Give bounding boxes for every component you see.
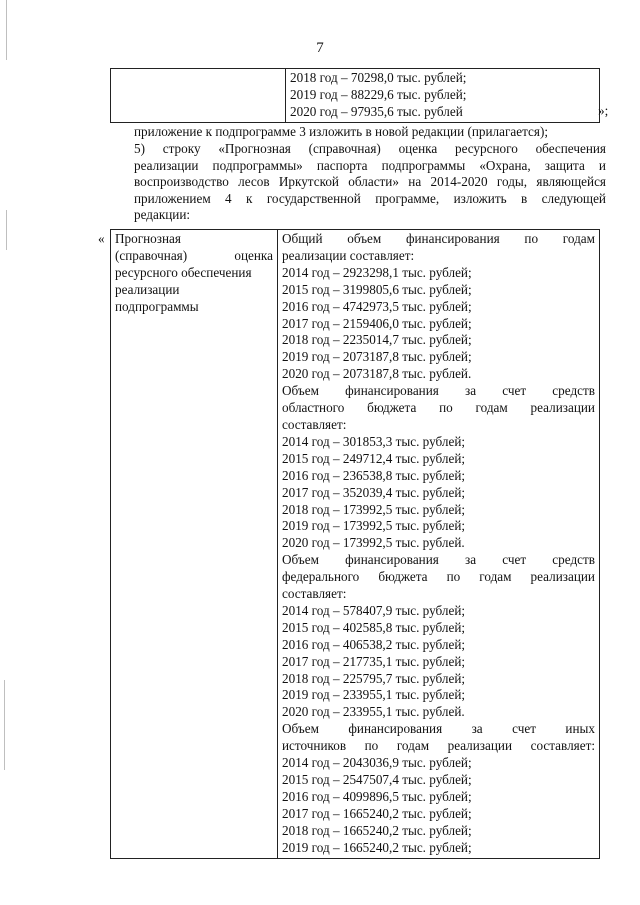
page-number: 7 — [316, 40, 324, 56]
row-label-line: Прогнозная — [115, 231, 181, 246]
row-label-line: реализации — [115, 281, 180, 297]
row-label-line: (справочная) оценка — [115, 247, 273, 263]
funding-values-cell — [286, 69, 600, 123]
funding-detail-line: 2020 год – 2073187,8 тыс. рублей. — [282, 366, 472, 382]
funding-detail-line: 2015 год – 249712,4 тыс. рублей; — [282, 450, 466, 466]
funding-continuation-table — [110, 68, 600, 123]
funding-detail-line: Объем финансирования за счет средств — [282, 383, 595, 399]
funding-detail-line: 2014 год – 2923298,1 тыс. рублей; — [282, 264, 472, 280]
funding-line: 2018 год – 70298,0 тыс. рублей; — [290, 70, 467, 85]
funding-detail-line: 2017 год – 352039,4 тыс. рублей; — [282, 484, 466, 500]
funding-detail-line: 2014 год – 2043036,9 тыс. рублей; — [282, 755, 472, 771]
funding-detail-line: 2016 год – 4742973,5 тыс. рублей; — [282, 298, 472, 314]
funding-detail-line: 2017 год – 217735,1 тыс. рублей; — [282, 653, 466, 669]
funding-detail-line: 2018 год – 173992,5 тыс. рублей; — [282, 501, 466, 517]
funding-line: 2020 год – 97935,6 тыс. рублей — [290, 103, 463, 119]
paragraph-item-5 — [110, 141, 606, 224]
funding-detail-line: 2018 год – 225795,7 тыс. рублей; — [282, 670, 466, 686]
funding-detail-line: Объем финансирования за счет средств — [282, 552, 595, 568]
funding-detail-line: 2018 год – 1665240,2 тыс. рублей; — [282, 822, 472, 838]
row-label-line: подпрограммы — [115, 298, 199, 314]
funding-detail-line: реализации составляет: — [282, 247, 415, 263]
funding-detail-line: составляет: — [282, 416, 347, 432]
funding-detail-line: 2016 год – 4099896,5 тыс. рублей; — [282, 788, 472, 804]
funding-detail-line: 2016 год – 406538,2 тыс. рублей; — [282, 636, 466, 652]
table-row — [111, 230, 600, 859]
closing-quote: »; — [598, 103, 609, 118]
funding-detail-line: Общий объем финансирования по годам — [282, 231, 595, 246]
row-label-cell — [111, 230, 278, 859]
paragraph-line: воспроизводство лесов Иркутской области» на 2014-2020 годы, являющейся — [134, 174, 606, 190]
funding-detail-line: 2019 год – 233955,1 тыс. рублей; — [282, 687, 466, 703]
funding-detail-line: 2015 год – 2547507,4 тыс. рублей; — [282, 772, 472, 787]
resource-estimate-table — [110, 229, 600, 859]
funding-detail-line: 2014 год – 301853,3 тыс. рублей; — [282, 433, 466, 449]
scan-margin-mark — [6, 210, 7, 250]
table-row — [111, 69, 600, 123]
funding-detail-line: составляет: — [282, 586, 347, 602]
paragraph-appendix: приложение к подпрограмме 3 изложить в новой редакции (прилагается); — [134, 124, 549, 139]
funding-details-cell — [278, 230, 600, 859]
funding-detail-line: 2018 год – 2235014,7 тыс. рублей; — [282, 332, 472, 348]
funding-detail-line: 2020 год – 233955,1 тыс. рублей. — [282, 704, 465, 720]
funding-detail-line: 2019 год – 1665240,2 тыс. рублей; — [282, 839, 472, 855]
row-label-line: ресурсного обеспечения — [115, 264, 252, 280]
scan-margin-mark — [6, 0, 7, 60]
funding-detail-line: 2014 год – 578407,9 тыс. рублей; — [282, 602, 466, 618]
paragraph-line: редакции: — [134, 207, 191, 223]
empty-label-cell — [111, 69, 286, 123]
paragraph-line: приложением 4 к государственной программе, изложить в следующей — [134, 190, 606, 206]
funding-detail-line: 2016 год – 236538,8 тыс. рублей; — [282, 467, 466, 483]
funding-detail-line: 2019 год – 2073187,8 тыс. рублей; — [282, 349, 472, 365]
funding-detail-line: 2015 год – 402585,8 тыс. рублей; — [282, 619, 466, 635]
funding-detail-line: 2019 год – 173992,5 тыс. рублей; — [282, 518, 466, 534]
funding-detail-line: Объем финансирования за счет иных — [282, 721, 595, 737]
funding-detail-line: 2017 год – 2159406,0 тыс. рублей; — [282, 315, 472, 331]
funding-detail-line: 2015 год – 3199805,6 тыс. рублей; — [282, 281, 472, 297]
opening-quote: « — [98, 231, 105, 246]
paragraph-line: 5) строку «Прогнозная (справочная) оценка ресурсного обеспечения — [134, 141, 606, 156]
funding-detail-line: источников по годам реализации составляет: — [282, 738, 595, 754]
funding-detail-line: областного бюджета по годам реализации — [282, 400, 595, 416]
scan-margin-mark — [4, 680, 5, 770]
funding-detail-line: 2020 год – 173992,5 тыс. рублей. — [282, 535, 465, 551]
funding-line: 2019 год – 88229,6 тыс. рублей; — [290, 86, 467, 102]
funding-detail-line: федерального бюджета по годам реализации — [282, 569, 595, 585]
paragraph-line: реализации подпрограммы» паспорта подпрограммы «Охрана, защита и — [134, 157, 606, 173]
funding-detail-line: 2017 год – 1665240,2 тыс. рублей; — [282, 805, 472, 821]
